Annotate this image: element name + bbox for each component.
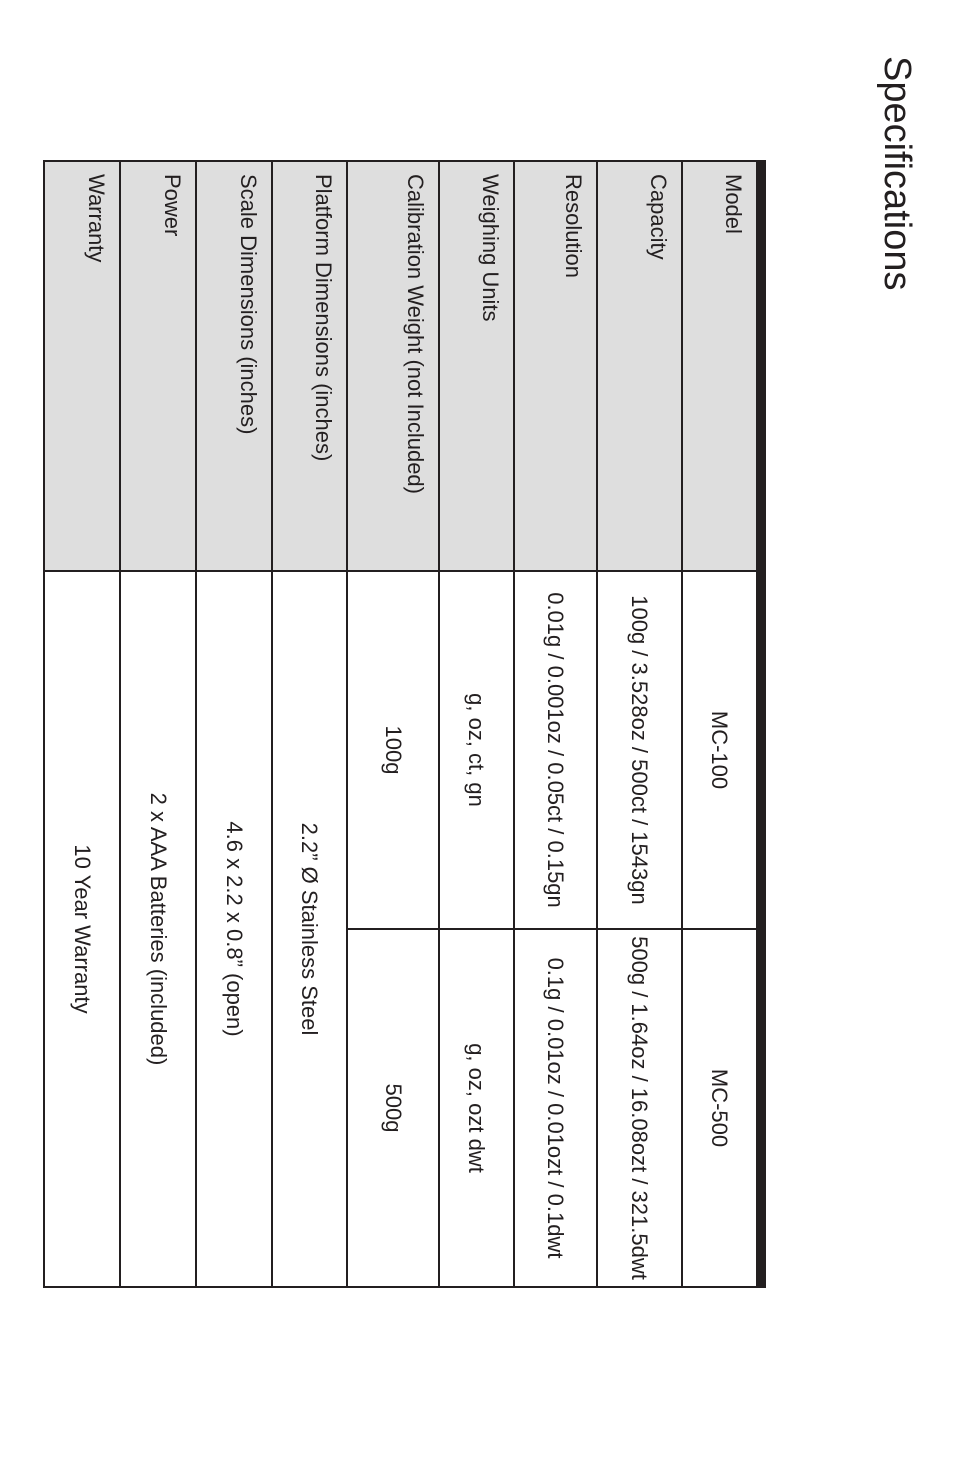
platform-dimensions-cell: 2.2” Ø Stainless Steel: [272, 571, 347, 1287]
power-cell: 2 x AAA Batteries (included): [120, 571, 196, 1287]
table-row-scale-dimensions: [196, 161, 272, 1287]
resolution-mc100-cell: 0.01g / 0.001oz / 0.05ct / 0.15gn: [514, 571, 597, 929]
table-row-warranty: [44, 161, 120, 1287]
table-row-capacity: [597, 161, 682, 1287]
row-label: Platform Dimensions (inches): [272, 161, 347, 571]
row-label: Weighing Units: [439, 161, 514, 571]
model-mc100-cell: MC-100: [682, 571, 761, 929]
specifications-table: [43, 160, 766, 1288]
table-row-model: [682, 161, 761, 1287]
calibration-mc500-cell: 500g: [347, 929, 439, 1287]
model-mc500-cell: MC-500: [682, 929, 761, 1287]
row-label: Capacity: [597, 161, 682, 571]
table-row-weighing-units: [439, 161, 514, 1287]
page-title: Specifications: [876, 56, 918, 291]
scale-dimensions-cell: 4.6 x 2.2 x 0.8” (open): [196, 571, 272, 1287]
warranty-cell: 10 Year Warranty: [44, 571, 120, 1287]
calibration-mc100-cell: 100g: [347, 571, 439, 929]
table-row-platform-dimensions: [272, 161, 347, 1287]
row-label: Resolution: [514, 161, 597, 571]
row-label: Scale Dimensions (inches): [196, 161, 272, 571]
capacity-mc100-cell: 100g / 3.528oz / 500ct / 1543gn: [597, 571, 682, 929]
table-row-calibration-weight: [347, 161, 439, 1287]
units-mc500-cell: g, oz, ozt dwt: [439, 929, 514, 1287]
row-label: Power: [120, 161, 196, 571]
table-row-power: [120, 161, 196, 1287]
table-row-resolution: [514, 161, 597, 1287]
resolution-mc500-cell: 0.1g / 0.01oz / 0.01ozt / 0.1dwt: [514, 929, 597, 1287]
row-label: Warranty: [44, 161, 120, 571]
units-mc100-cell: g, oz, ct, gn: [439, 571, 514, 929]
capacity-mc500-cell: 500g / 1.64oz / 16.08ozt / 321.5dwt: [597, 929, 682, 1287]
row-label: Calibration Weight (not Included): [347, 161, 439, 571]
row-label: Model: [682, 161, 761, 571]
